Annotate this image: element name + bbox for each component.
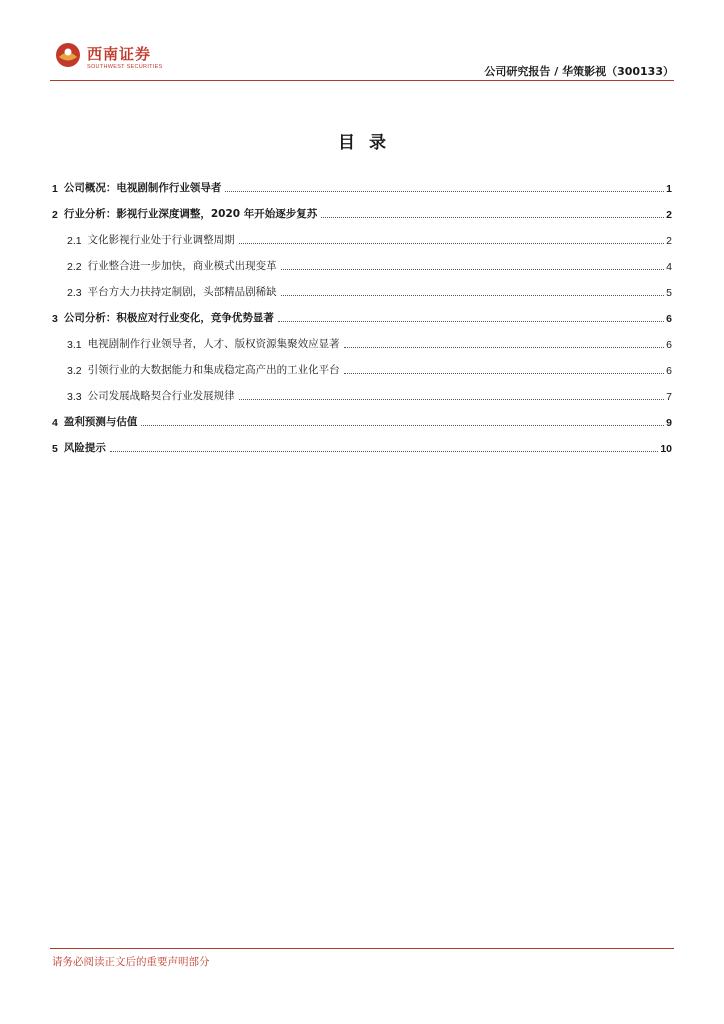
toc-entry-number: 4	[52, 417, 58, 429]
toc-dot-leader	[344, 346, 665, 348]
toc-entry-page: 6	[666, 339, 672, 351]
toc-entry-page: 4	[666, 261, 672, 273]
toc-entry[interactable]	[52, 299, 672, 325]
toc-entry-page: 6	[666, 365, 672, 377]
toc-entry-number: 3	[52, 313, 58, 325]
toc-entry-number: 2.3	[67, 287, 82, 299]
toc-dot-leader	[278, 320, 664, 322]
toc-entry[interactable]	[52, 403, 672, 429]
toc-entry[interactable]	[52, 273, 672, 299]
toc-entry-number: 2.2	[67, 261, 82, 273]
toc-entry[interactable]	[52, 377, 672, 403]
toc-entry-title: 盈利预测与估值	[63, 416, 138, 428]
toc-entry-title: 风险提示	[63, 442, 106, 454]
toc-entry-title: 公司分析：积极应对行业变化，竞争优势显著	[63, 312, 274, 324]
toc-entry-number: 3.3	[67, 391, 82, 403]
toc-entry[interactable]	[52, 325, 672, 351]
toc-dot-leader	[239, 242, 665, 244]
toc-entry-title: 公司概况：电视剧制作行业领导者	[63, 182, 222, 194]
toc-entry-page: 6	[666, 313, 672, 325]
toc-dot-leader	[344, 372, 665, 374]
header-divider	[50, 80, 674, 81]
toc-entry[interactable]	[52, 169, 672, 195]
toc-entry[interactable]	[52, 221, 672, 247]
company-logo	[55, 40, 175, 78]
footer-divider	[50, 948, 674, 949]
toc-title: 目录	[338, 133, 400, 153]
toc-entry-page: 7	[666, 391, 672, 403]
toc-entry-title: 电视剧制作行业领导者，人才、版权资源集聚效应显著	[87, 338, 340, 350]
toc-entry-title: 平台方大力扶持定制剧，头部精品剧稀缺	[87, 286, 277, 298]
toc-dot-leader	[225, 190, 664, 192]
toc-entry-number: 3.2	[67, 365, 82, 377]
toc-entry-title: 引领行业的大数据能力和集成稳定高产出的工业化平台	[87, 364, 340, 376]
toc-dot-leader	[281, 268, 665, 270]
toc-entry[interactable]	[52, 247, 672, 273]
toc-entry-title: 行业整合进一步加快，商业模式出现变革	[87, 260, 277, 272]
toc-entry-page: 5	[666, 287, 672, 299]
toc-entry-number: 1	[52, 183, 58, 195]
toc-entry-page: 2	[666, 209, 672, 221]
toc-entry[interactable]	[52, 351, 672, 377]
footer-disclaimer: 请务必阅读正文后的重要声明部分	[52, 956, 210, 968]
toc-entry[interactable]	[52, 195, 672, 221]
toc-dot-leader	[321, 216, 664, 218]
report-header-label: 公司研究报告 / 华策影视（300133）	[484, 65, 674, 78]
toc-entry-title: 公司发展战略契合行业发展规律	[87, 390, 235, 402]
toc-entry-number: 3.1	[67, 339, 82, 351]
toc-entry-page: 10	[660, 443, 672, 455]
table-of-contents	[52, 169, 672, 455]
toc-entry-page: 1	[666, 183, 672, 195]
toc-entry-number: 5	[52, 443, 58, 455]
toc-dot-leader	[239, 398, 665, 400]
toc-entry-title: 行业分析：影视行业深度调整，2020 年开始逐步复苏	[63, 208, 318, 220]
southwest-securities-logo-icon	[55, 42, 81, 68]
toc-dot-leader	[110, 450, 658, 452]
toc-entry-title: 文化影视行业处于行业调整周期	[87, 234, 235, 246]
toc-entry-number: 2	[52, 209, 58, 221]
logo-chinese-name: 西南证券	[87, 45, 152, 63]
toc-entry-page: 2	[666, 235, 672, 247]
toc-dot-leader	[141, 424, 664, 426]
logo-english-name: SOUTHWEST SECURITIES	[87, 64, 163, 70]
toc-dot-leader	[281, 294, 665, 296]
toc-entry-page: 9	[666, 417, 672, 429]
toc-entry-number: 2.1	[67, 235, 82, 247]
toc-entry[interactable]	[52, 429, 672, 455]
